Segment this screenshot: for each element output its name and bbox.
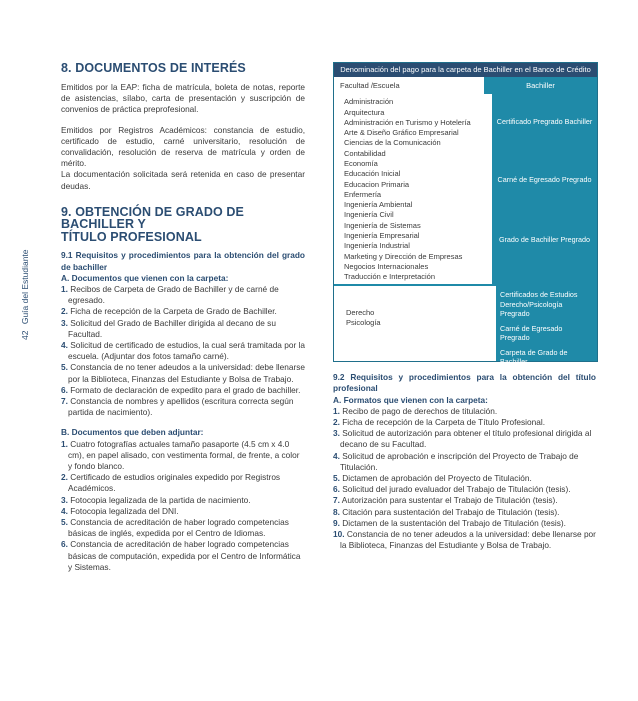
item-number: 9. [333,517,340,528]
table-row [334,286,597,367]
column-header: Bachiller [484,77,597,94]
school-name: Marketing y Dirección de Empresas [344,251,463,261]
item-number: 4. [61,339,68,350]
item-text: Fotocopia legalizada del DNI. [70,505,179,516]
item-text: Constancia de no tener adeudos a la universidad: debe llenarse por la Biblioteca, Finanzas del Estudiante y Bolsa de Trabajo. [68,362,306,384]
list-item [61,396,305,418]
item-text: Dictamen de aprobación del Proyecto de Titulación. [342,473,532,484]
item-text: Solicitud de certificado de estudios, la cual será tramitada por la escuela. (Adjuntar dos fotos tamaño carné). [68,339,305,362]
item-text: Fotocopia legalizada de la partida de nacimiento. [70,494,251,505]
payment-table [333,62,598,367]
school-name: Ciencias de la Comunicación [344,138,441,148]
item-number: 2. [61,472,68,483]
guide-label: Guía del Estudiante [20,249,30,325]
item-number: 3. [61,494,68,505]
table-row [334,94,597,284]
item-number: 3. [333,428,340,439]
list-item [61,517,305,539]
item-number: 2. [333,417,340,428]
school-name: Enfermería [344,189,382,199]
item-number: 1. [61,438,68,449]
school-name: Administración [344,97,394,107]
item-text: Solicitud de aprobación e inscripción del Proyecto de Trabajo de Titulación. [340,450,579,472]
page-footer [20,249,30,340]
list-b [61,439,305,573]
list-item [61,318,305,340]
item-number: 8. [333,506,340,517]
item-number: 7. [61,395,68,406]
list-item [333,518,596,529]
school-name: Arte & Diseño Gráfico Empresarial [344,128,459,138]
payment-item: Carné de Egresado Pregrado [497,175,592,185]
list-item [61,340,305,362]
item-number: 3. [61,317,68,328]
subsection-title: 9.2 Requisitos y procedimientos para la obtención del título profesional [333,372,596,394]
item-text: Ficha de recepción de la Carpeta de Título Profesional. [342,417,546,428]
item-text: Constancia de nombres y apellidos (escritura correcta según partida de nacimiento). [68,395,294,418]
school-name: Ingeniería Ambiental [344,200,413,210]
school-name: Educación Inicial [344,169,401,179]
column-header: Facultad /Escuela [340,81,400,90]
school-name: Educacion Primaria [344,179,410,189]
list-item [333,417,596,428]
item-text: Ficha de recepción de la Carpeta de Grado de Bachiller. [70,306,277,317]
item-text: Solicitud de autorización para obtener el título profesional dirigida al decano de su Facultad. [340,428,592,450]
item-text: Citación para sustentación del Trabajo de Titulación (tesis). [342,506,560,517]
item-number: 6. [61,384,68,395]
school-name: Contabilidad [344,148,386,158]
list-item [61,385,305,396]
item-number: 5. [61,362,68,373]
item-number: 7. [333,495,340,506]
list-item [333,406,596,417]
school-name: Ingeniería Civil [344,210,394,220]
paragraph: Emitidos por Registros Académicos: constancia de estudio, certificado de estudio, carné universitario, resolución de convalidación, resolución de reserva de matrícula y orden de mérito. [61,124,305,169]
list-item [61,284,305,306]
payment-item: Carpeta de Grado de Bachiller [500,347,568,367]
section-9-title [61,206,305,244]
school-name: Derecho [346,308,375,318]
school-name: Arquitectura [344,107,385,117]
item-text: Constancia de acreditación de haber logrado competencias básicas de computación, expedida por el Centro de Informática y Sistemas. [68,539,301,572]
list-item [61,439,305,473]
item-text: Certificado de estudios originales expedido por Registros Académicos. [68,472,281,494]
item-number: 5. [333,473,340,484]
list-item [61,506,305,517]
list-item [333,495,596,506]
item-number: 6. [333,484,340,495]
list-item [333,428,596,450]
list-item [61,539,305,573]
school-list [334,94,492,284]
list-item [333,451,596,473]
item-number: 4. [61,505,68,516]
item-number: 1. [61,283,68,294]
item-text: Dictamen de la sustentación del Trabajo de Titulación (tesis). [342,517,566,528]
item-number: 2. [61,306,68,317]
item-text: Formato de declaración de expedito para el grado de bachiller. [70,384,301,395]
item-text: Solicitud del jurado evaluador del Trabajo de Titulación (tesis). [342,484,571,495]
payment-item: Certificados de Estudios Derecho/Psicología Pregrado [500,290,578,319]
list-item [61,362,305,384]
school-name: Ingeniería de Sistemas [344,220,421,230]
school-name: Ingeniería Industrial [344,241,410,251]
item-number: 6. [61,539,68,550]
title-line: TÍTULO PROFESIONAL [61,229,202,244]
section-8-title: 8. DOCUMENTOS DE INTERÉS [61,61,246,75]
paragraph: Emitidos por la EAP: ficha de matrícula, boleta de notas, reporte de asistencias, sílabo, carta de presentación y suscripción de convenios de práctica preprofesional. [61,82,305,115]
item-text: Cuatro fotografías actuales tamaño pasaporte (4.5 cm x 4.0 cm), en papel alisado, con vestimenta formal, de frente, a color y fondo blanco. [68,438,300,471]
school-name: Economía [344,158,378,168]
item-number: 1. [333,405,340,416]
school-name: Psicología [346,318,381,328]
item-text: Constancia de no tener adeudos a la universidad: debe llenarse por la Biblioteca, Finanzas del Estudiante y Bolsa de Trabajo. [340,529,596,551]
item-number: 10. [333,529,345,540]
list-a [61,284,305,418]
list-item [61,495,305,506]
table-title: Denominación del pago para la carpeta de Bachiller en el Banco de Crédito [334,63,597,77]
list-titulo [333,406,596,552]
left-column [61,62,305,573]
payment-item: Certificado Pregrado Bachiller [496,117,593,127]
title-line: 9. OBTENCIÓN DE GRADO DE BACHILLER Y [61,204,244,232]
school-list [334,286,496,361]
list-heading: A. Formatos que vienen con la carpeta: [333,394,488,405]
right-column [333,62,596,551]
list-item [333,529,596,551]
page-number: 42 [20,330,30,340]
subsection-title: 9.1 Requisitos y procedimientos para la obtención del grado de bachiller [61,250,305,272]
item-text: Recibo de pago de derechos de titulación. [342,405,498,416]
list-heading: A. Documentos que vienen con la carpeta: [61,272,229,283]
school-name: Traducción e Interpretación [344,272,436,282]
payment-cell [496,286,597,367]
table-header-row [334,77,597,94]
list-item [333,473,596,484]
payment-cell [492,94,597,284]
list-item [61,306,305,317]
item-number: 4. [333,450,340,461]
item-text: Autorización para sustentar el Trabajo de Titulación (tesis). [341,495,558,506]
item-text: Recibos de Carpeta de Grado de Bachiller y de carné de egresado. [68,283,279,306]
payment-item: Grado de Bachiller Pregrado [498,235,591,245]
list-item [333,484,596,495]
payment-item: Carné de Egresado Pregrado [500,323,563,343]
list-item [333,507,596,518]
item-number: 5. [61,517,68,527]
paragraph: La documentación solicitada será retenida en caso de presentar deudas. [61,169,305,191]
school-name: Administración en Turismo y Hotelería [344,117,471,127]
school-name: Ingeniería Empresarial [344,231,420,241]
list-heading: B. Documentos que deben adjuntar: [61,427,204,438]
item-text: Constancia de acreditación de haber logrado competencias básicas de inglés, expedida por el Centro de Idiomas. [68,517,289,539]
list-item [61,472,305,494]
school-name: Negocios Internacionales [344,261,429,271]
item-text: Solicitud del Grado de Bachiller dirigida al decano de su Facultad. [68,317,276,339]
